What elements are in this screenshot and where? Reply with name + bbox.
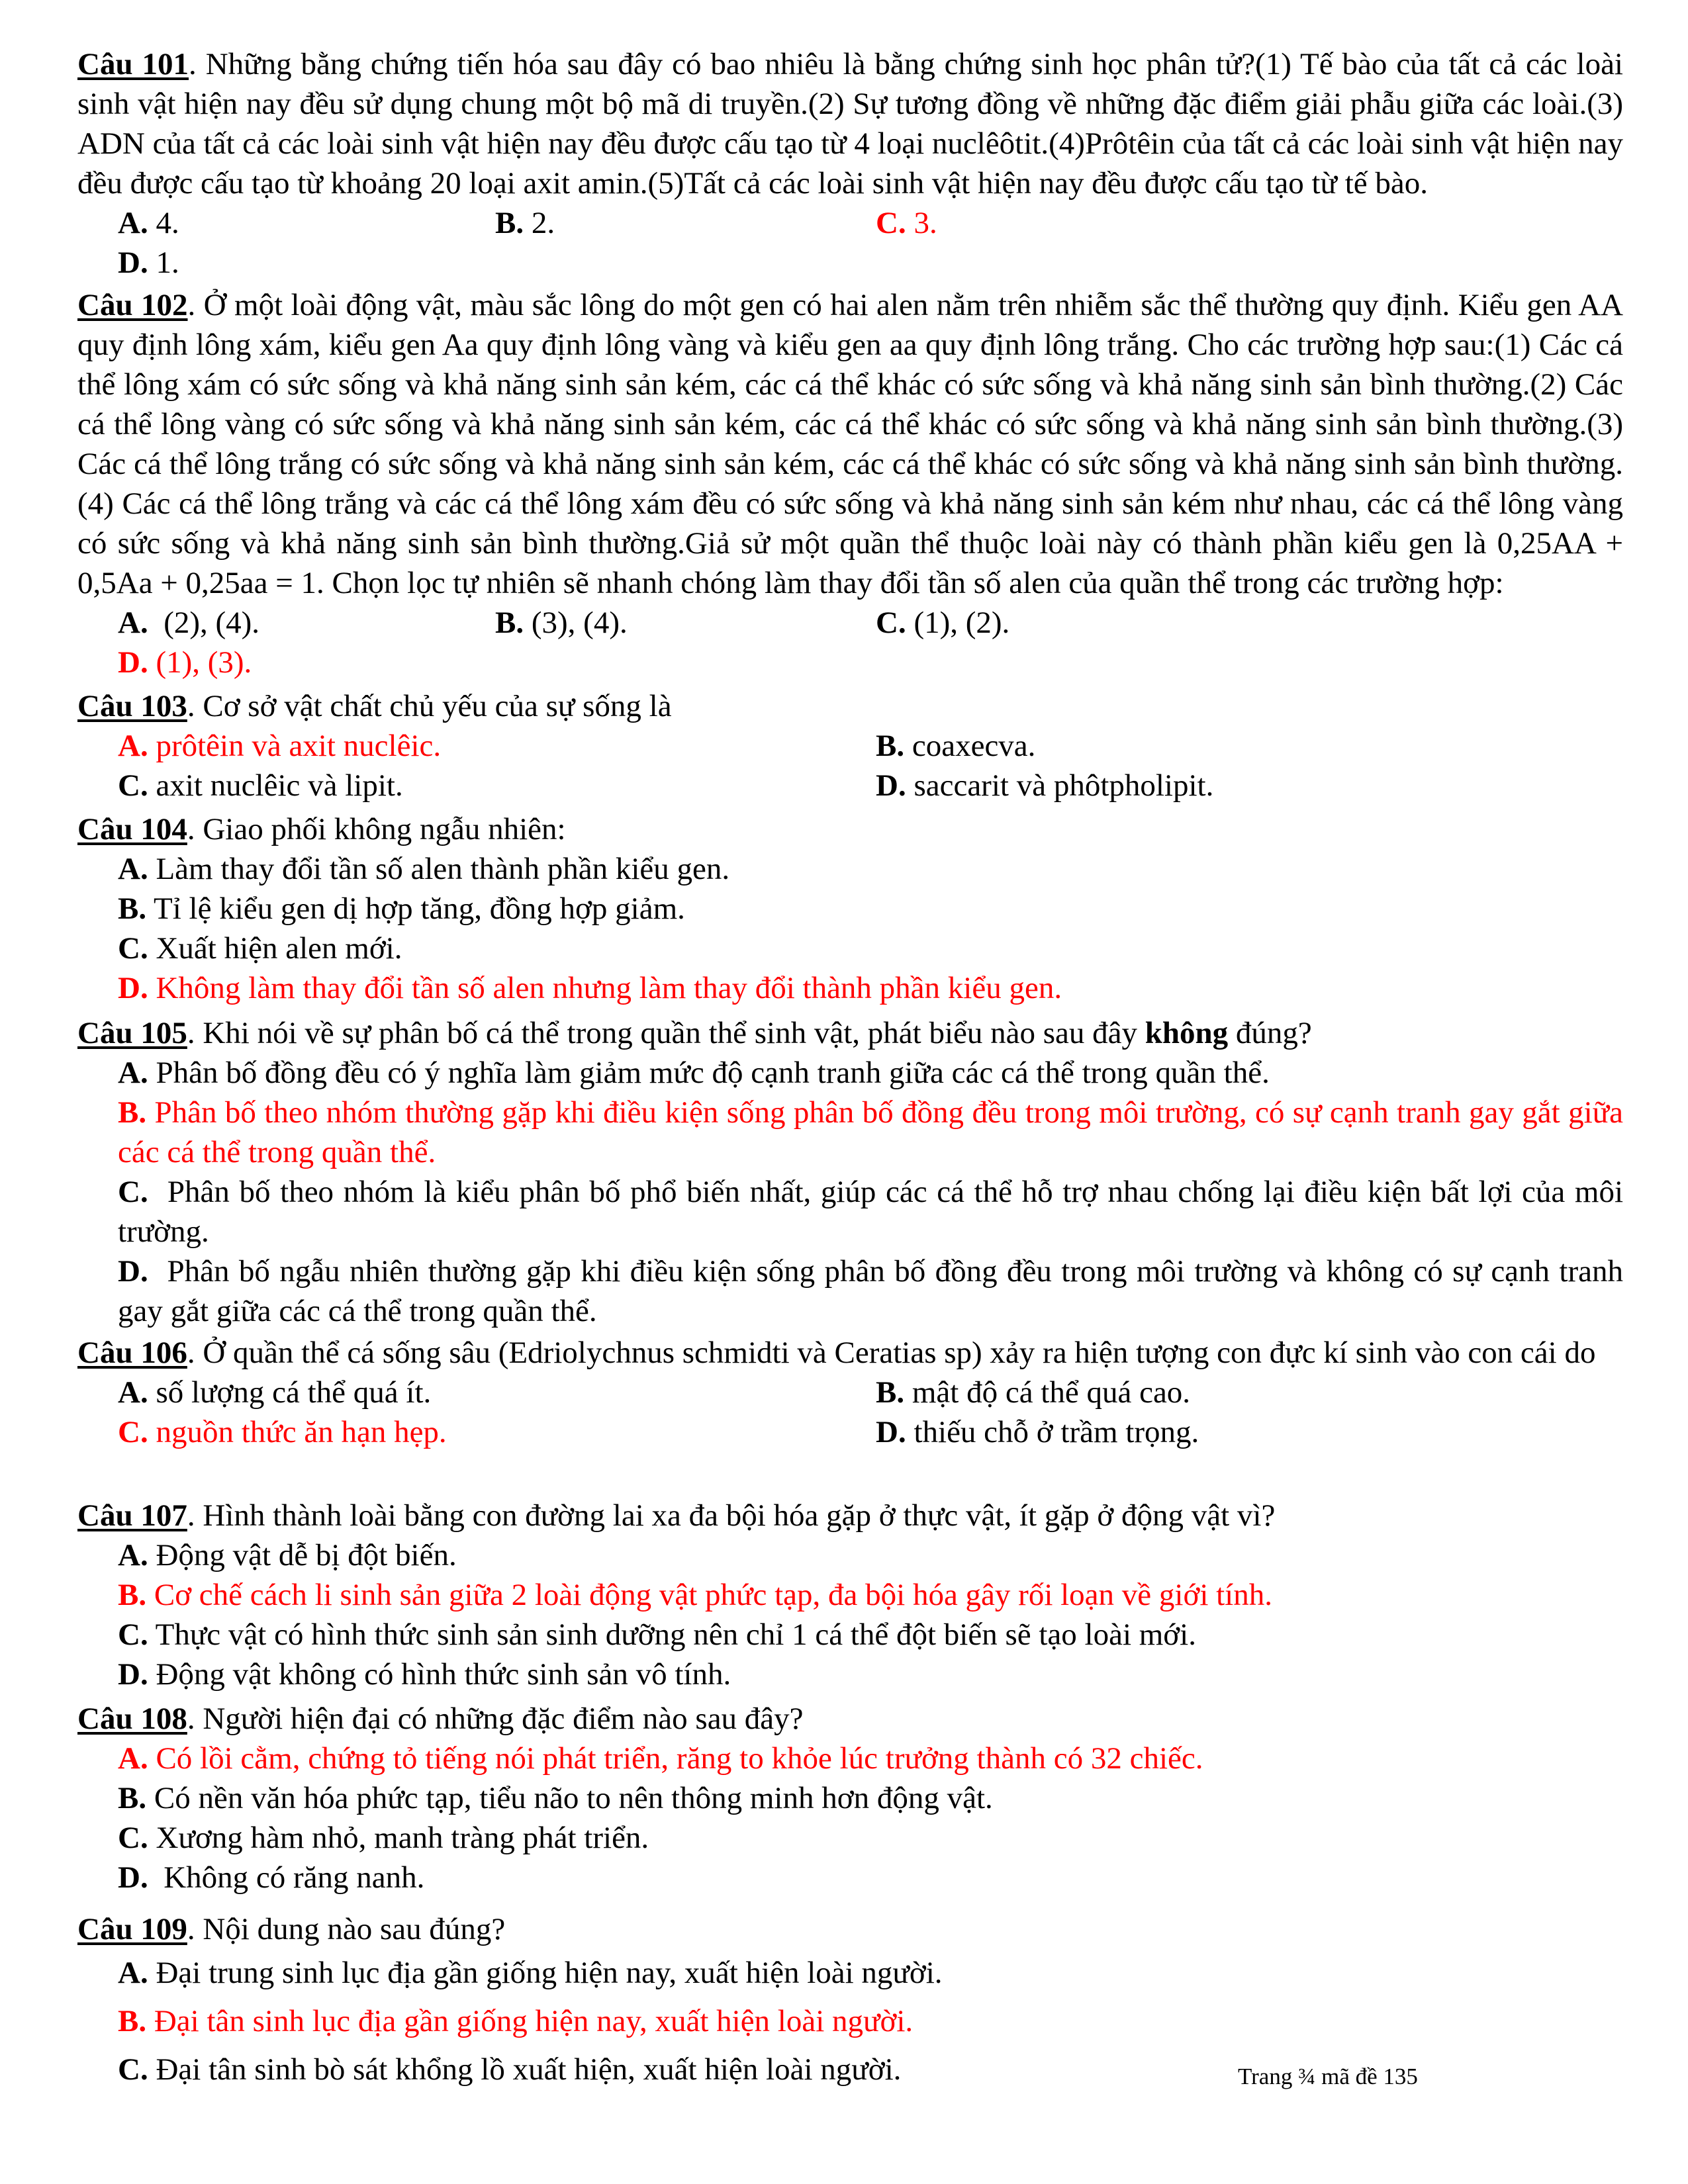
answer-option-b (118, 1575, 1623, 1615)
option-letter: D. (118, 971, 148, 1005)
option-text: Không có răng nanh. (148, 1860, 425, 1895)
answer-option-c (118, 1172, 1631, 1251)
answer-options (77, 849, 1623, 1008)
answer-option-a (118, 203, 495, 243)
question-103 (77, 686, 1623, 805)
answer-option-a (118, 1949, 1623, 1997)
option-text: (1), (2). (906, 606, 1010, 640)
option-letter: C. (876, 606, 906, 640)
option-text: Không làm thay đổi tần số alen nhưng làm thay đổi thành phần kiểu gen. (148, 971, 1062, 1005)
option-letter: C. (118, 1415, 148, 1449)
option-text: Động vật dễ bị đột biến. (148, 1538, 457, 1572)
answer-option-b (876, 1373, 1604, 1412)
answer-option-c (118, 929, 1623, 968)
question-stem (77, 44, 1623, 203)
option-text: Phân bố theo nhóm là kiểu phân bố phổ biến nhất, giúp các cá thể hỗ trợ nhau chống lại điều kiện bất lợi của môi trường. (118, 1175, 1631, 1249)
option-letter: A. (118, 729, 148, 763)
option-text: Đại tân sinh bò sát khổng lồ xuất hiện, xuất hiện loài người. (148, 2052, 902, 2087)
question-text: . Người hiện đại có những đặc điểm nào sau đây? (187, 1702, 804, 1736)
option-text: thiếu chỗ ở trầm trọng. (906, 1415, 1199, 1449)
option-letter: B. (495, 206, 524, 240)
option-text: 1. (148, 246, 179, 280)
option-text: Thực vật có hình thức sinh sản sinh dưỡng nên chỉ 1 cá thể đột biến sẽ tạo loài mới. (148, 1617, 1196, 1652)
option-text: 2. (524, 206, 555, 240)
option-text: (2), (4). (148, 606, 260, 640)
answer-option-a (118, 726, 876, 766)
answer-option-d (118, 1858, 1623, 1897)
option-text: Phân bố đồng đều có ý nghĩa làm giảm mức độ cạnh tranh giữa các cá thể trong quần thể. (148, 1056, 1270, 1090)
question-104 (77, 809, 1623, 1008)
option-text: Xuất hiện alen mới. (148, 931, 402, 966)
option-letter: D. (118, 246, 148, 280)
option-letter: C. (118, 931, 148, 966)
option-letter: C. (118, 768, 148, 803)
option-letter: A. (118, 1956, 148, 1990)
question-stem (77, 1333, 1623, 1373)
answer-options (77, 203, 1623, 283)
option-letter: A. (118, 206, 148, 240)
option-text: coaxecva. (904, 729, 1036, 763)
question-text: . Giao phối không ngẫu nhiên: (187, 812, 566, 846)
question-text: . Cơ sở vật chất chủ yếu của sự sống là (187, 689, 672, 723)
question-label: Câu 106 (77, 1336, 187, 1370)
answer-option-b (118, 1997, 1623, 2046)
answer-options (77, 1739, 1623, 1897)
answer-option-c (118, 766, 876, 805)
question-102 (77, 285, 1623, 682)
question-107 (77, 1496, 1623, 1694)
question-text: . Nội dung nào sau đúng? (187, 1912, 506, 1946)
question-label: Câu 109 (77, 1912, 187, 1946)
answer-option-a (118, 603, 495, 643)
answer-option-b (495, 203, 876, 243)
option-letter: C. (118, 1821, 148, 1855)
option-letter: D. (118, 1860, 148, 1895)
option-letter: D. (876, 1415, 906, 1449)
option-letter: A. (118, 1375, 148, 1410)
question-text: . Ở quần thể cá sống sâu (Edriolychnus schmidti và Ceratias sp) xảy ra hiện tượng con đực kí sinh vào con cái do (187, 1336, 1596, 1370)
option-text: Phân bố theo nhóm thường gặp khi điều kiện sống phân bố đồng đều trong môi trường, có sự cạnh tranh gay gắt giữa các cá thể trong quần thể. (118, 1095, 1631, 1169)
answer-option-b (118, 1778, 1623, 1818)
question-stem (77, 1699, 1623, 1739)
answer-options (77, 603, 1623, 682)
answer-option-d (118, 243, 494, 283)
option-letter: B. (495, 606, 524, 640)
option-letter: A. (118, 1741, 148, 1776)
option-letter: D. (876, 768, 906, 803)
answer-option-a (118, 1535, 1623, 1575)
option-letter: B. (118, 891, 147, 926)
option-letter: B. (876, 729, 905, 763)
answer-option-b (118, 889, 1623, 929)
option-letter: D. (118, 1254, 148, 1289)
question-stem (77, 1496, 1623, 1535)
question-stem (77, 1909, 1623, 1949)
option-letter: B. (118, 1095, 147, 1130)
option-text: (1), (3). (148, 645, 252, 680)
question-text: . Những bằng chứng tiến hóa sau đây có bao nhiêu là bằng chứng sinh học phân tử?(1) Tế bào của tất cả các loài sinh vật hiện nay đều sử dụng chung một bộ mã di truyền.(2) Sự tương đồng về những đặc điểm giải phẫu giữa các loài.(3) ADN của tất cả các loài sinh vật hiện nay đều được cấu tạo từ 4 loại nuclêôtit.(4)Prôtêin của tất cả các loài sinh vật hiện nay đều được cấu tạo từ khoảng 20 loại axit amin.(5)Tất cả các loài sinh vật hiện nay đều được cấu tạo từ tế bào. (77, 47, 1623, 201)
option-text: Đại trung sinh lục địa gần giống hiện nay, xuất hiện loài người. (148, 1956, 943, 1990)
option-text: axit nuclêic và lipit. (148, 768, 403, 803)
question-label: Câu 104 (77, 812, 187, 846)
answer-option-b (876, 726, 1604, 766)
option-text: mật độ cá thể quá cao. (904, 1375, 1191, 1410)
option-letter: B. (118, 2004, 147, 2038)
page-footer: Trang ¾ mã đề 135 (1238, 2064, 1418, 2089)
option-text: 4. (148, 206, 179, 240)
option-text: Xương hàm nhỏ, manh tràng phát triển. (148, 1821, 649, 1855)
answer-option-a (118, 1373, 876, 1412)
answer-option-a (118, 1739, 1623, 1778)
option-letter: C. (876, 206, 906, 240)
option-letter: B. (876, 1375, 905, 1410)
answer-options (77, 1053, 1631, 1331)
answer-option-a (118, 1053, 1623, 1093)
option-letter: A. (118, 606, 148, 640)
option-letter: D. (118, 645, 148, 680)
answer-option-d (876, 1412, 1604, 1452)
question-text: . Ở một loài động vật, màu sắc lông do một gen có hai alen nằm trên nhiễm sắc thể thường quy định. Kiểu gen AA quy định lông xám, kiểu gen Aa quy định lông vàng và kiểu gen aa quy định lông trắng. Cho các trường hợp sau:(1) Các cá thể lông xám có sức sống và khả năng sinh sản kém, các cá thể khác có sức sống và khả năng sinh sản bình thường.(2) Các cá thể lông vàng có sức sống và khả năng sinh sản kém, các cá thể khác có sức sống và khả năng sinh sản bình thường.(3) Các cá thể lông trắng có sức sống và khả năng sinh sản kém, các cá thể khác có sức sống và khả năng sinh sản bình thường.(4) Các cá thể lông trắng và các cá thể lông xám đều có sức sống và khả năng sinh sản kém như nhau, các cá thể lông vàng có sức sống và khả năng sinh sản bình thường.Giả sử một quần thể thuộc loài này có thành phần kiểu gen là 0,25AA + 0,5Aa + 0,25aa = 1. Chọn lọc tự nhiên sẽ nhanh chóng làm thay đổi tần số alen của quần thể trong các trường hợp: (77, 288, 1623, 600)
question-stem (77, 809, 1623, 849)
answer-options (77, 1373, 1623, 1452)
question-text-end: đúng? (1228, 1016, 1312, 1050)
answer-option-c (118, 1615, 1623, 1655)
answer-option-d (876, 766, 1604, 805)
question-text: . Khi nói về sự phân bố cá thể trong quần thể sinh vật, phát biểu nào sau đây (187, 1016, 1145, 1050)
option-letter: C. (118, 1617, 148, 1652)
question-101 (77, 44, 1623, 283)
answer-option-b (118, 1093, 1631, 1172)
answer-option-d (118, 968, 1623, 1008)
option-letter: A. (118, 1538, 148, 1572)
question-106 (77, 1333, 1623, 1452)
option-letter: C. (118, 2052, 148, 2087)
option-text: Có lồi cằm, chứng tỏ tiếng nói phát triển, răng to khỏe lúc trưởng thành có 32 chiếc. (148, 1741, 1203, 1776)
question-stem (77, 285, 1623, 603)
answer-option-d (118, 1655, 1623, 1694)
question-label: Câu 107 (77, 1498, 187, 1533)
question-108 (77, 1699, 1623, 1897)
question-105 (77, 1013, 1631, 1331)
option-text: Phân bố ngẫu nhiên thường gặp khi điều kiện sống phân bố đồng đều trong môi trường và không có sự cạnh tranh gay gắt giữa các cá thể trong quần thể. (118, 1254, 1631, 1328)
question-label: Câu 108 (77, 1702, 187, 1736)
answer-option-c (118, 1412, 876, 1452)
option-letter: A. (118, 852, 148, 886)
answer-option-a (118, 849, 1623, 889)
question-text: . Hình thành loài bằng con đường lai xa đa bội hóa gặp ở thực vật, ít gặp ở động vật vì? (187, 1498, 1276, 1533)
question-stem (77, 1013, 1623, 1053)
question-label: Câu 103 (77, 689, 187, 723)
option-text: số lượng cá thể quá ít. (148, 1375, 432, 1410)
option-letter: D. (118, 1657, 148, 1692)
option-text: Đại tân sinh lục địa gần giống hiện nay, xuất hiện loài người. (146, 2004, 914, 2038)
question-label: Câu 105 (77, 1016, 187, 1050)
option-text: 3. (906, 206, 937, 240)
answer-option-d (118, 1251, 1631, 1331)
answer-option-c (876, 603, 1254, 643)
question-label: Câu 101 (77, 47, 189, 81)
option-text: prôtêin và axit nuclêic. (148, 729, 442, 763)
answer-option-c (118, 1818, 1623, 1858)
option-letter: C. (118, 1175, 148, 1209)
option-text: saccarit và phôtpholipit. (906, 768, 1214, 803)
option-text: Cơ chế cách li sinh sản giữa 2 loài động vật phức tạp, đa bội hóa gây rối loạn về giới tính. (146, 1578, 1272, 1612)
question-label: Câu 102 (77, 288, 188, 322)
option-text: nguồn thức ăn hạn hẹp. (148, 1415, 447, 1449)
option-text: Có nền văn hóa phức tạp, tiểu não to nên thông minh hơn động vật. (146, 1781, 993, 1815)
answer-options (77, 1535, 1623, 1694)
answer-option-d (118, 643, 494, 682)
answer-option-b (495, 603, 876, 643)
answer-option-c (876, 203, 1254, 243)
option-text: (3), (4). (524, 606, 628, 640)
answer-options (77, 726, 1623, 805)
option-letter: A. (118, 1056, 148, 1090)
question-text-emphasis: không (1145, 1016, 1229, 1050)
option-text: Làm thay đổi tần số alen thành phần kiểu gen. (148, 852, 730, 886)
option-text: Động vật không có hình thức sinh sản vô tính. (148, 1657, 731, 1692)
option-letter: B. (118, 1781, 147, 1815)
question-stem (77, 686, 1623, 726)
option-text: Tỉ lệ kiểu gen dị hợp tăng, đồng hợp giảm. (146, 891, 685, 926)
option-letter: B. (118, 1578, 147, 1612)
